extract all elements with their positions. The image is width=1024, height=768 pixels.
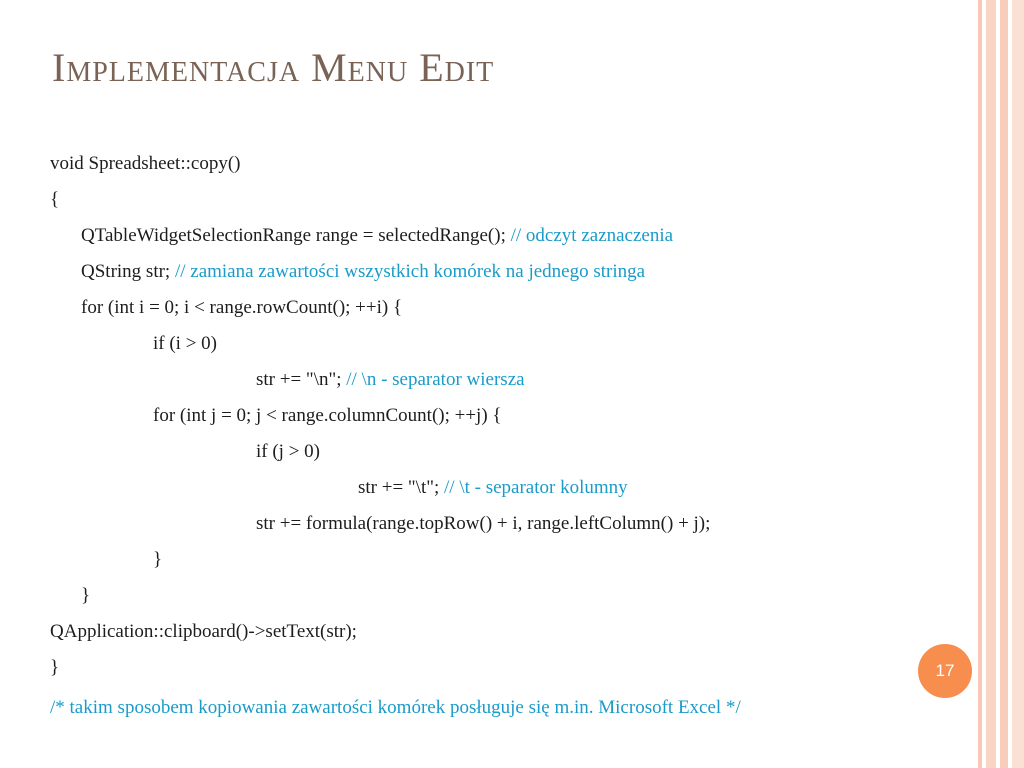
code-block	[50, 146, 910, 720]
decorative-stripes	[978, 0, 1024, 768]
code-line	[50, 506, 910, 542]
code-line	[50, 182, 910, 218]
code-comment: // \n - separator wiersza	[346, 369, 525, 390]
code-line	[50, 614, 910, 650]
code-text: str += formula(range.topRow() + i, range.leftColumn() + j);	[256, 513, 711, 534]
slide-title: Implementacja Menu Edit	[52, 45, 495, 90]
code-line	[50, 218, 910, 254]
code-line	[50, 290, 910, 326]
code-comment: // zamiana zawartości wszystkich komórek na jednego stringa	[174, 261, 646, 282]
code-line	[50, 578, 910, 614]
code-text: }	[153, 549, 163, 570]
code-line	[50, 650, 910, 686]
stripe	[986, 0, 996, 768]
code-line	[50, 398, 910, 434]
code-line	[50, 326, 910, 362]
code-text: if (j > 0)	[256, 441, 321, 462]
stripe	[978, 0, 982, 768]
code-text: str += "\n";	[256, 369, 347, 390]
stripe	[1000, 0, 1008, 768]
code-text: }	[50, 657, 60, 678]
code-line	[50, 362, 910, 398]
page-number-badge	[918, 644, 972, 698]
code-text: QString str;	[81, 261, 175, 282]
code-text: {	[50, 189, 60, 210]
code-text: }	[81, 585, 91, 606]
code-line	[50, 542, 910, 578]
code-text: void Spreadsheet::copy()	[50, 153, 241, 174]
code-text: QTableWidgetSelectionRange range = selectedRange();	[81, 225, 511, 246]
code-text: QApplication::clipboard()->setText(str);	[50, 621, 357, 642]
code-text: for (int i = 0; i < range.rowCount(); ++i) {	[81, 297, 403, 318]
code-line	[50, 146, 910, 182]
code-text: for (int j = 0; j < range.columnCount(); ++j) {	[153, 405, 502, 426]
code-text: str += "\t";	[358, 477, 445, 498]
final-comment: /* takim sposobem kopiowania zawartości komórek posługuje się m.in. Microsoft Excel */	[50, 697, 741, 718]
code-comment: // \t - separator kolumny	[444, 477, 628, 498]
stripe	[1012, 0, 1024, 768]
code-comment: // odczyt zaznaczenia	[510, 225, 674, 246]
code-line	[50, 434, 910, 470]
page-number: 17	[935, 661, 955, 680]
code-line	[50, 254, 910, 290]
code-line	[50, 470, 910, 506]
code-text: if (i > 0)	[153, 333, 218, 354]
